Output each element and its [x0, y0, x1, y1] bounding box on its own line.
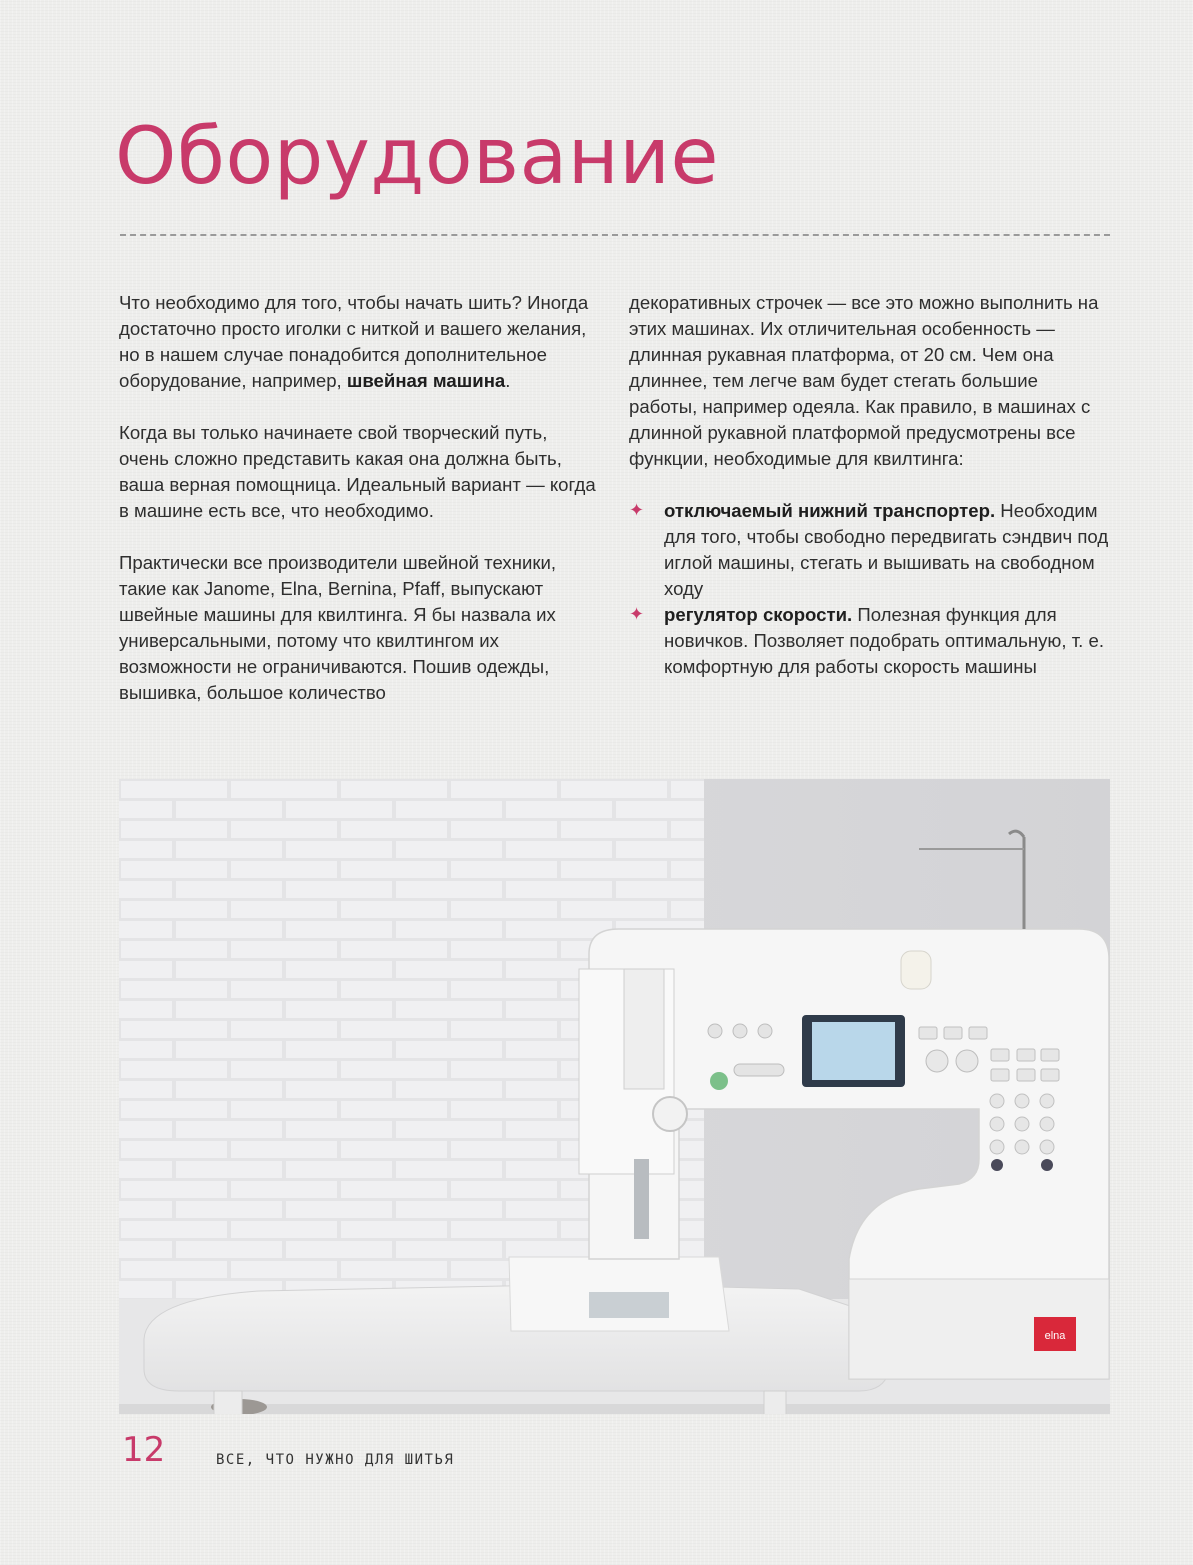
paragraph-beginner: Когда вы только начинаете свой творческий путь, очень сложно представить какая она должна быть, ваша верная помощница. Идеальный вариант — когда в машине есть все, что необходимо. [119, 422, 596, 521]
brand-label: elna [1044, 1330, 1066, 1342]
page-title: Оборудование [115, 112, 719, 202]
intro-bold: швейная машина [346, 370, 506, 391]
left-column [119, 290, 599, 732]
feature-text: Полезная функция для новичков. Позволяет подобрать оптимальную, т. е. комфортную для работы скорость машины [664, 604, 1104, 677]
feature-text: Необходим для того, чтобы свободно передвигать сэндвич под иглой машины, стегать и вышивать на свободном ходу [664, 500, 1109, 599]
sewing-machine-illustration [119, 779, 1110, 1414]
dashed-divider [120, 234, 1110, 236]
star-bullet-icon: ✦ [629, 500, 645, 521]
sewing-machine-photo [119, 779, 1110, 1414]
star-bullet-icon: ✦ [629, 604, 645, 625]
page-number: 12 [122, 1430, 166, 1470]
paragraph-manufacturers: Практически все производители швейной техники, такие как Janome, Elna, Bernina, Pfaff, выпускают швейные машины для квилтинга. Я бы назвала их универсальными, потому что квилтингом их возможности не ограничиваются. Пошив одежды, вышивка, большое количество [119, 552, 557, 703]
feature-list [629, 498, 1109, 680]
paragraph-platform: декоративных строчек — все это можно выполнить на этих машинах. Их отличительная особенность — длинная рукавная платформа, от 20 см. Чем она длиннее, тем легче вам будет стегать большие работы, например одеяла. Как правило, в машинах с длинной рукавной платформой предусмотрены все функции, необходимые для квилтинга: [629, 292, 1099, 469]
intro-end: . [505, 370, 511, 391]
intro-text: Что необходимо для того, чтобы начать шить? Иногда достаточно просто иголки с ниткой и вашего желания, но в нашем случае понадобится дополнительное оборудование, например, [119, 292, 589, 391]
list-item [629, 498, 1109, 602]
list-item [629, 602, 1109, 680]
feature-title: отключаемый нижний транспортер. [664, 500, 996, 521]
paragraph-intro [119, 290, 599, 394]
feature-title: регулятор скорости. [664, 604, 853, 625]
right-column [629, 290, 1109, 680]
running-head: ВСЕ, ЧТО НУЖНО ДЛЯ ШИТЬЯ [216, 1452, 455, 1468]
